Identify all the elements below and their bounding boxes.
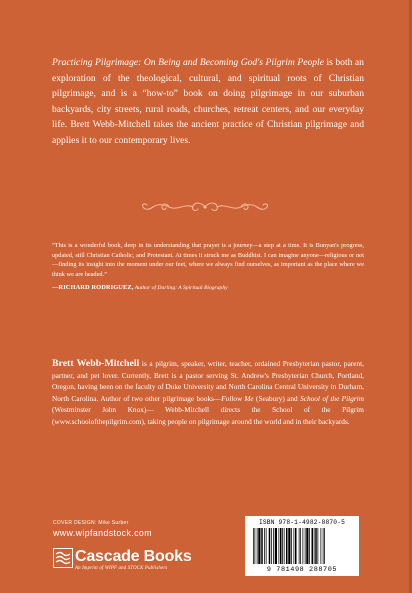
endorser-book: Darling: A Spiritual Biography (157, 285, 228, 292)
publisher-name: Cascade Books (75, 548, 192, 565)
barcode-bar (273, 528, 274, 564)
barcode-bar (271, 528, 272, 564)
barcode-bar (258, 528, 260, 564)
barcode-bar (284, 528, 285, 564)
description-text: is both an exploration of the theological, cultural, and spiritual roots of Christian pilgrimage, and is a “how-to” book on doing pilgrimage in our suburban backyards, city streets, rural roads, churches, retreat centers, and our everyday life. Brett Webb-Mitchell takes the ancient practice of Christian pilgrimage and applies it to our contemporary lives. (52, 57, 364, 146)
barcode-bar (305, 528, 306, 564)
barcode-bar (306, 528, 308, 564)
barcode-bar (264, 528, 265, 564)
barcode (245, 516, 359, 576)
barcode-digits: 9 781498 288705 (266, 566, 338, 574)
bio-book-2: School of the Pilgrim (300, 393, 364, 403)
endorser-book-prefix: Author of (133, 285, 158, 292)
barcode-bar (323, 528, 324, 564)
barcode-bar (280, 528, 282, 564)
barcode-bar (295, 528, 297, 564)
barcode-bar (309, 528, 310, 564)
endorsement-block (52, 241, 364, 294)
bio-text-2: (Seabury) and (253, 393, 301, 403)
barcode-bar (314, 528, 315, 564)
barcode-bar (269, 528, 271, 564)
barcode-bar (282, 528, 283, 564)
barcode-bar (324, 528, 325, 564)
barcode-bar (257, 528, 258, 564)
publisher-website: www.wipfandstock.com (53, 528, 152, 538)
barcode-bar (255, 528, 256, 564)
bio-book-1: Follow Me (221, 393, 254, 403)
barcode-bar (286, 528, 288, 564)
credits (53, 520, 152, 538)
book-description (52, 55, 364, 149)
barcode-bar (315, 528, 317, 564)
isbn-number: ISBN 978-1-4982-8870-5 (258, 519, 346, 526)
endorser-name: —RICHARD RODRIGUEZ, (52, 284, 134, 292)
barcode-bar (291, 528, 292, 564)
barcode-bar (299, 528, 300, 564)
publisher-imprint: An Imprint of WIPF and STOCK Publishers (75, 566, 168, 571)
barcode-bar (261, 528, 263, 564)
barcode-bar (321, 528, 322, 564)
cover-design-credit: COVER DESIGN: Mike Surber (53, 520, 129, 526)
barcode-bar (279, 528, 280, 564)
bio-text-3: (Westminster John Knox)— Webb-Mitchell directs the School of the Pilgrim (www.schoolofthepilgrim.com), taking people on pilgrimage around the world and in their backyards. (52, 405, 364, 426)
barcode-bar (318, 528, 319, 564)
barcode-bar (275, 528, 277, 564)
book-title: Practicing Pilgrimage: On Being and Becoming God's Pilgrim People (52, 57, 324, 68)
barcode-bars (253, 528, 351, 564)
barcode-bar (288, 528, 290, 564)
barcode-bar (266, 528, 267, 564)
barcode-bar (303, 528, 304, 564)
author-name: Brett Webb-Mitchell (52, 358, 140, 369)
author-bio (52, 358, 364, 427)
publisher-logo (53, 546, 218, 578)
endorsement-attribution (52, 283, 364, 294)
endorsement-quote: “This is a wonderful book, deep in its understanding that prayer is a journey—a step at a time. It is Bunyan's progress, updated, still Christian Catholic, and Protestant. At times it struck me as Buddhist. I can imagine anyone—religious or not—finding its insight into the moment under our feet, where we always find ourselves, as important as the place where we think we are headed.” (52, 242, 364, 278)
barcode-bar (294, 528, 295, 564)
barcode-bar (300, 528, 301, 564)
flourish-ornament-icon (135, 200, 275, 214)
bio-text-1: is a pilgrim, speaker, writer, teacher, ordained Presbyterian pastor, parent, partner, and pet lover. Currently, Brett is a pastor serving St. Andrew's Presbyterian Church, Portland, Oregon, having been on the faculty of Duke University and North Carolina Central University in Durham, North Carolina. Author of two other pilgrimage books— (52, 359, 364, 403)
barcode-bar (253, 528, 254, 564)
barcode-bar (312, 528, 314, 564)
cascade-logo-icon (53, 548, 73, 568)
